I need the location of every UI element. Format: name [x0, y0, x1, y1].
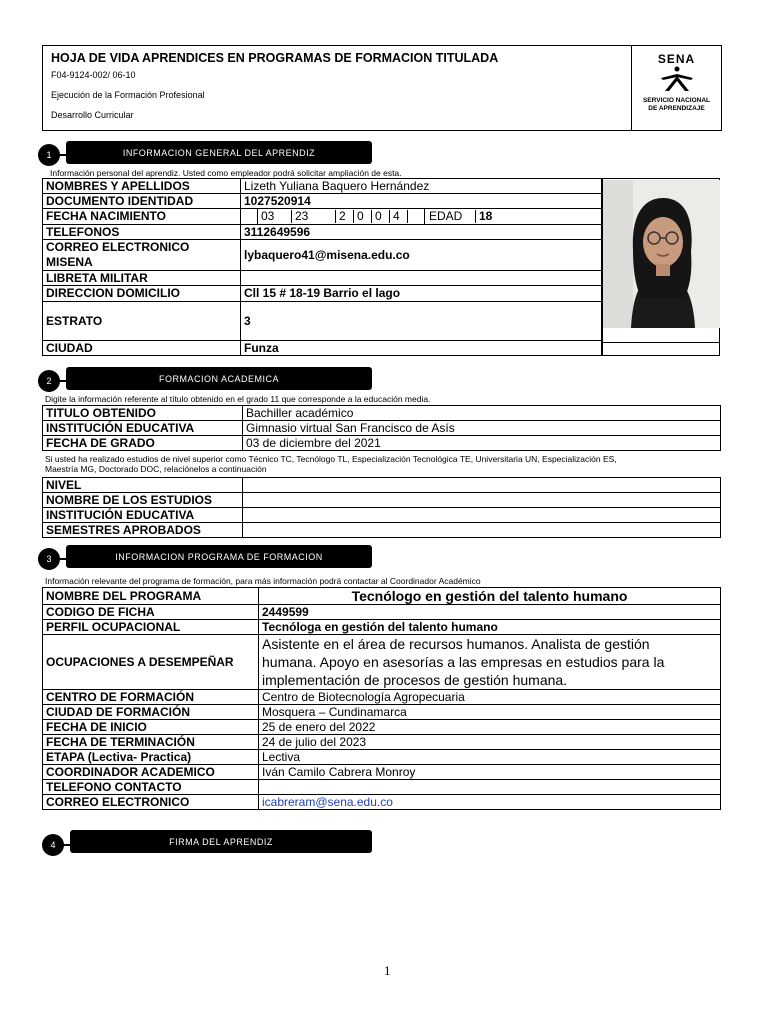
personal-info-table [42, 178, 603, 356]
address-label: DIRECCION DOMICILIO [43, 286, 241, 302]
academic-table [42, 405, 721, 451]
stage-label: ETAPA (Lectiva- Practica) [43, 750, 259, 765]
applicant-portrait-icon [603, 180, 720, 328]
higher-studies-table [42, 477, 721, 538]
phones-label: TELEFONOS [43, 225, 241, 240]
end-label: FECHA DE TERMINACIÓN [43, 735, 259, 750]
occupations-line-1: Asistente en el área de recursos humanos. Analista de gestión [262, 636, 650, 652]
section-1-note: Información personal del aprendiz. Usted como empleador podrá solicitar ampliación de esta. [50, 168, 402, 178]
header-text-block [43, 46, 632, 130]
birth-year-2: 0 [354, 210, 372, 223]
document-code: F04-9124-002/ 06-10 [51, 70, 136, 80]
table-row [43, 194, 603, 209]
semesters-label: SEMESTRES APROBADOS [43, 523, 243, 538]
sena-logo [632, 46, 721, 130]
address-value: Cll 15 # 18-19 Barrio el lago [241, 286, 603, 302]
studies-label: NOMBRE DE LOS ESTUDIOS [43, 493, 243, 508]
profile-value: Tecnóloga en gestión del talento humano [259, 620, 721, 635]
table-row [43, 209, 603, 225]
occupations-line-3: implementación de procesos de gestión humana. [262, 672, 568, 688]
contact-phone-label: TELEFONO CONTACTO [43, 780, 259, 795]
birth-year-1: 2 [336, 210, 354, 223]
note-2-line-2: Maestría MG, Doctorado DOC, relaciónelos a continuación [45, 464, 267, 474]
section-3-note: Información relevante del programa de formación, para más información podrá contactar al Coordinador Académico [45, 576, 481, 586]
training-city-label: CIUDAD DE FORMACIÓN [43, 705, 259, 720]
table-row [43, 493, 721, 508]
section-2-title: FORMACION ACADEMICA [66, 367, 372, 390]
logo-line-1: SERVICIO NACIONAL [642, 97, 711, 104]
table-row [43, 588, 721, 605]
occupations-value [259, 635, 721, 690]
document-header [42, 45, 722, 131]
training-city-value: Mosquera – Cundinamarca [259, 705, 721, 720]
profile-label: PERFIL OCUPACIONAL [43, 620, 259, 635]
table-row [43, 406, 721, 421]
table-row [43, 620, 721, 635]
age-label: EDAD [425, 210, 476, 223]
table-row [43, 271, 603, 286]
coordinator-value: Iván Camilo Cabrera Monroy [259, 765, 721, 780]
id-value: 1027520914 [241, 194, 603, 209]
table-row [43, 225, 603, 240]
birth-year-4: 4 [390, 210, 408, 223]
email-label-line-1: CORREO ELECTRONICO [46, 240, 190, 254]
table-row [43, 690, 721, 705]
page-number: 1 [384, 963, 391, 978]
note-2-line-1: Si usted ha realizado estudios de nivel superior como Técnico TC, Tecnólogo TL, Especialización Tecnológica TE, Universitaria UN, Especialización ES, [45, 454, 617, 464]
program-label: NOMBRE DEL PROGRAMA [43, 588, 259, 605]
institution-label: INSTITUCIÓN EDUCATIVA [43, 421, 243, 436]
program-table [42, 587, 721, 810]
document-title: HOJA DE VIDA APRENDICES EN PROGRAMAS DE FORMACION TITULADA [51, 51, 499, 65]
section-1-title: INFORMACION GENERAL DEL APRENDIZ [66, 141, 372, 164]
names-label: NOMBRES Y APELLIDOS [43, 179, 241, 194]
names-value: Lizeth Yuliana Baquero Hernández [241, 179, 603, 194]
stratum-label: ESTRATO [43, 302, 241, 341]
birth-date-boxes [241, 209, 602, 224]
table-row [43, 720, 721, 735]
section-4-title: FIRMA DEL APRENDIZ [70, 830, 372, 853]
section-3-number: 3 [38, 548, 60, 570]
table-row [43, 240, 603, 271]
center-label: CENTRO DE FORMACIÓN [43, 690, 259, 705]
occupations-label: OCUPACIONES A DESEMPEÑAR [43, 635, 259, 690]
table-row [43, 436, 721, 451]
section-2-note-2 [45, 454, 745, 474]
program-value: Tecnólogo en gestión del talento humano [259, 588, 721, 605]
start-value: 25 de enero del 2022 [259, 720, 721, 735]
contact-phone-value [259, 780, 721, 795]
table-row [43, 780, 721, 795]
table-row [43, 705, 721, 720]
birth-spacer-2 [408, 209, 425, 224]
birth-label: FECHA NACIMIENTO [43, 209, 241, 225]
graduation-value: 03 de diciembre del 2021 [243, 436, 721, 451]
birth-spacer [241, 209, 258, 224]
institution-2-label: INSTITUCIÓN EDUCATIVA [43, 508, 243, 523]
level-value [243, 478, 721, 493]
section-1-number: 1 [38, 144, 60, 166]
photo-divider [602, 342, 719, 343]
code-value: 2449599 [259, 605, 721, 620]
semesters-value [243, 523, 721, 538]
degree-value: Bachiller académico [243, 406, 721, 421]
header-line-1: Ejecución de la Formación Profesional [51, 90, 205, 100]
table-row [43, 179, 603, 194]
table-row [43, 286, 603, 302]
birth-date-cell [241, 209, 603, 225]
sena-emblem-icon [657, 66, 697, 92]
table-row [43, 605, 721, 620]
section-2-note: Digite la información referente al título obtenido en el grado 11 que corresponde a la educación media. [45, 394, 431, 404]
photo-frame [601, 178, 720, 356]
table-row [43, 523, 721, 538]
section-3-title: INFORMACION PROGRAMA DE FORMACION [66, 545, 372, 568]
applicant-photo [603, 180, 720, 328]
table-row [43, 508, 721, 523]
stratum-value: 3 [241, 302, 603, 341]
phones-value: 3112649596 [241, 225, 603, 240]
section-4-number: 4 [42, 834, 64, 856]
coordinator-label: COORDINADOR ACADEMICO [43, 765, 259, 780]
birth-month: 23 [292, 210, 336, 223]
table-row [43, 795, 721, 810]
email-label [43, 240, 241, 271]
table-row [43, 635, 721, 690]
table-row [43, 341, 603, 356]
stage-value: Lectiva [259, 750, 721, 765]
institution-2-value [243, 508, 721, 523]
email-label-line-2: MISENA [46, 255, 93, 269]
section-2-number: 2 [38, 370, 60, 392]
logo-line-2: DE APRENDIZAJE [648, 105, 705, 112]
degree-label: TITULO OBTENIDO [43, 406, 243, 421]
graduation-label: FECHA DE GRADO [43, 436, 243, 451]
start-label: FECHA DE INICIO [43, 720, 259, 735]
table-row [43, 302, 603, 341]
occupations-line-2: humana. Apoyo en asesorías a las empresas en estudios para la [262, 654, 665, 670]
table-row [43, 478, 721, 493]
city-label: CIUDAD [43, 341, 241, 356]
code-label: CODIGO DE FICHA [43, 605, 259, 620]
table-row [43, 765, 721, 780]
contact-email-link[interactable]: icabreram@sena.edu.co [259, 795, 721, 810]
end-value: 24 de julio del 2023 [259, 735, 721, 750]
birth-day: 03 [258, 210, 292, 223]
table-row [43, 750, 721, 765]
studies-value [243, 493, 721, 508]
id-label: DOCUMENTO IDENTIDAD [43, 194, 241, 209]
military-value [241, 271, 603, 286]
level-label: NIVEL [43, 478, 243, 493]
table-row [43, 421, 721, 436]
birth-year-3: 0 [372, 210, 390, 223]
table-row [43, 735, 721, 750]
military-label: LIBRETA MILITAR [43, 271, 241, 286]
contact-email-label: CORREO ELECTRONICO [43, 795, 259, 810]
age-value: 18 [479, 209, 493, 223]
city-value: Funza [241, 341, 603, 356]
header-line-2: Desarrollo Curricular [51, 110, 134, 120]
email-value: lybaquero41@misena.edu.co [241, 240, 603, 271]
institution-value: Gimnasio virtual San Francisco de Asís [243, 421, 721, 436]
logo-word: SENA [657, 52, 696, 66]
center-value: Centro de Biotecnología Agropecuaria [259, 690, 721, 705]
